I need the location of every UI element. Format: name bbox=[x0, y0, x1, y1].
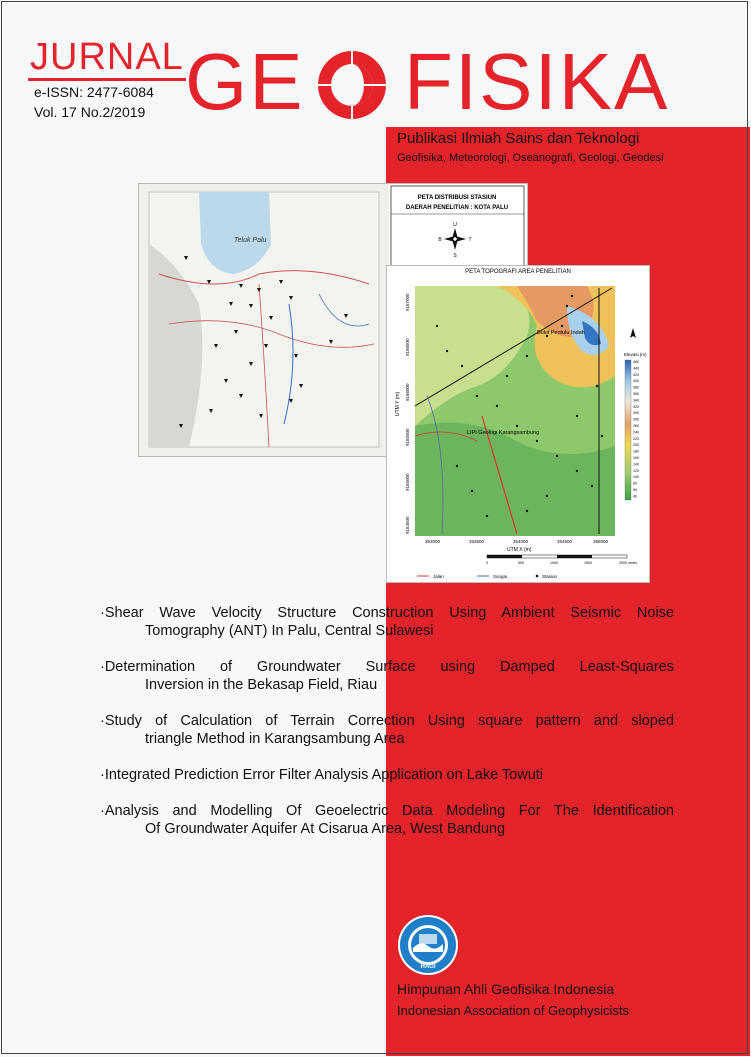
yaxis-label: UTM Y (m) bbox=[395, 391, 401, 416]
article-title-line: ·Integrated Prediction Error Filter Analysis Application on Lake Towuti bbox=[100, 767, 544, 783]
legend-station: Stasiun bbox=[542, 574, 558, 579]
elevation-legend-values bbox=[633, 360, 639, 498]
article-title-line: Tomography (ANT) In Palu, Central Sulawesi bbox=[145, 623, 434, 639]
map1-title1: PETA DISTRIBUSI STASIUN bbox=[417, 195, 497, 201]
article-title-line: triangle Method in Karangsambung Area bbox=[145, 731, 405, 747]
legend-value: 460 bbox=[633, 360, 639, 364]
legend-value: 340 bbox=[633, 398, 639, 403]
elevation-legend-bar bbox=[625, 360, 631, 500]
ytick: 9164500 bbox=[405, 516, 410, 534]
article-title-line: ·Shear Wave Velocity Structure Construction Using Ambient Seismic Noise bbox=[100, 605, 674, 621]
article-title-line: Of Groundwater Aquifer At Cisarua Area, West Bandung bbox=[145, 821, 506, 837]
topography-map bbox=[386, 265, 650, 583]
yticks bbox=[405, 293, 410, 534]
title-fisika: FISIKA bbox=[404, 37, 670, 126]
map1-title2: DAERAH PENELITIAN : KOTA PALU bbox=[405, 205, 509, 211]
issn: e-ISSN: 2477-6084 bbox=[34, 84, 154, 100]
bay-label: Teluk Palu bbox=[234, 237, 267, 244]
xtick: 354500 bbox=[557, 539, 573, 544]
title-underline bbox=[28, 78, 186, 81]
article-list bbox=[100, 604, 674, 856]
globe-o-icon bbox=[314, 47, 390, 123]
ytick: 9166500 bbox=[405, 338, 410, 356]
legend-value: 100 bbox=[633, 475, 639, 480]
ytick: 9165500 bbox=[405, 428, 410, 446]
legend-road: Jalan bbox=[433, 574, 444, 579]
ytick: 9166000 bbox=[405, 383, 410, 401]
legend-value: 360 bbox=[633, 392, 639, 396]
legend-value: 400 bbox=[633, 379, 639, 384]
scale-label: 2000 meter bbox=[619, 561, 638, 565]
topography-map-graphic bbox=[387, 266, 649, 582]
compass-s: S bbox=[453, 253, 457, 259]
article-title-line: Inversion in the Bekasap Field, Riau bbox=[145, 677, 378, 693]
article-title-line: ·Study of Calculation of Terrain Correction Using square pattern and sloped bbox=[100, 713, 674, 729]
xtick: 353000 bbox=[425, 539, 441, 544]
legend-value: 240 bbox=[633, 430, 639, 435]
article-item bbox=[100, 604, 674, 640]
title-geo: GE bbox=[185, 37, 305, 126]
xtick: 354000 bbox=[513, 539, 529, 544]
article-title-line: ·Determination of Groundwater Surface using Damped Least-Squares bbox=[100, 659, 674, 675]
scale-label: 1000 bbox=[550, 561, 558, 565]
compass-e: T bbox=[468, 237, 472, 243]
subtitle: Publikasi Ilmiah Sains dan Teknologi bbox=[397, 130, 640, 147]
legend-value: 320 bbox=[633, 404, 639, 409]
legend-value: 200 bbox=[633, 443, 639, 448]
article-item bbox=[100, 802, 674, 838]
fields: Geofisika, Meteorologi, Oseanografi, Geologi, Geodesi bbox=[397, 152, 664, 164]
xtick: 353500 bbox=[469, 539, 485, 544]
legend-value: 440 bbox=[633, 366, 639, 371]
legend-value: 160 bbox=[633, 456, 639, 460]
ytick: 9165000 bbox=[405, 473, 410, 491]
north-arrow-icon bbox=[630, 328, 636, 338]
legend-river: Sungai bbox=[493, 574, 508, 579]
article-item bbox=[100, 712, 674, 748]
scale-label: 0 bbox=[486, 561, 488, 565]
legend-value: 220 bbox=[633, 436, 639, 441]
scale-labels bbox=[486, 561, 638, 565]
logo-text: HAGI bbox=[420, 964, 436, 970]
legend-value: 420 bbox=[633, 372, 639, 377]
scale-label: 1500 bbox=[584, 561, 592, 565]
org-name-en: Indonesian Association of Geophysicists bbox=[397, 1003, 629, 1018]
ytick: 9167000 bbox=[405, 293, 410, 311]
legend-value: 260 bbox=[633, 424, 639, 428]
scale-label: 500 bbox=[518, 561, 524, 565]
volume: Vol. 17 No.2/2019 bbox=[34, 104, 146, 120]
article-item bbox=[100, 658, 674, 694]
legend-value: 180 bbox=[633, 449, 639, 454]
compass-w: B bbox=[438, 237, 442, 243]
legend-value: 120 bbox=[633, 468, 639, 473]
map2-title: PETA TOPOGRAFI AREA PENELITIAN bbox=[465, 269, 571, 275]
legend-title: Elevasi (m) bbox=[624, 352, 647, 357]
legend-value: 300 bbox=[633, 411, 639, 416]
article-title-line: ·Analysis and Modelling Of Geoelectric Data Modeling For The Identification bbox=[100, 803, 674, 819]
journal-word: JURNAL bbox=[30, 36, 184, 78]
xtick: 355000 bbox=[593, 539, 609, 544]
legend-value: 80 bbox=[633, 481, 637, 486]
legend-value: 380 bbox=[633, 385, 639, 390]
compass-n: U bbox=[453, 222, 457, 228]
xaxis-label: UTM X (m) bbox=[507, 547, 532, 553]
place-label-2: LIPI Geologi Karangsambung bbox=[467, 430, 540, 436]
xticks bbox=[425, 539, 609, 544]
article-item bbox=[100, 766, 674, 784]
legend-value: 280 bbox=[633, 417, 639, 422]
legend-value: 140 bbox=[633, 462, 639, 467]
legend-value: 60 bbox=[633, 488, 637, 492]
hagi-logo bbox=[397, 914, 459, 976]
legend-value: 40 bbox=[633, 494, 637, 499]
place-label-1: Bukit Pentulu Indah bbox=[537, 330, 585, 336]
org-name-id: Himpunan Ahli Geofisika Indonesia bbox=[397, 981, 615, 997]
